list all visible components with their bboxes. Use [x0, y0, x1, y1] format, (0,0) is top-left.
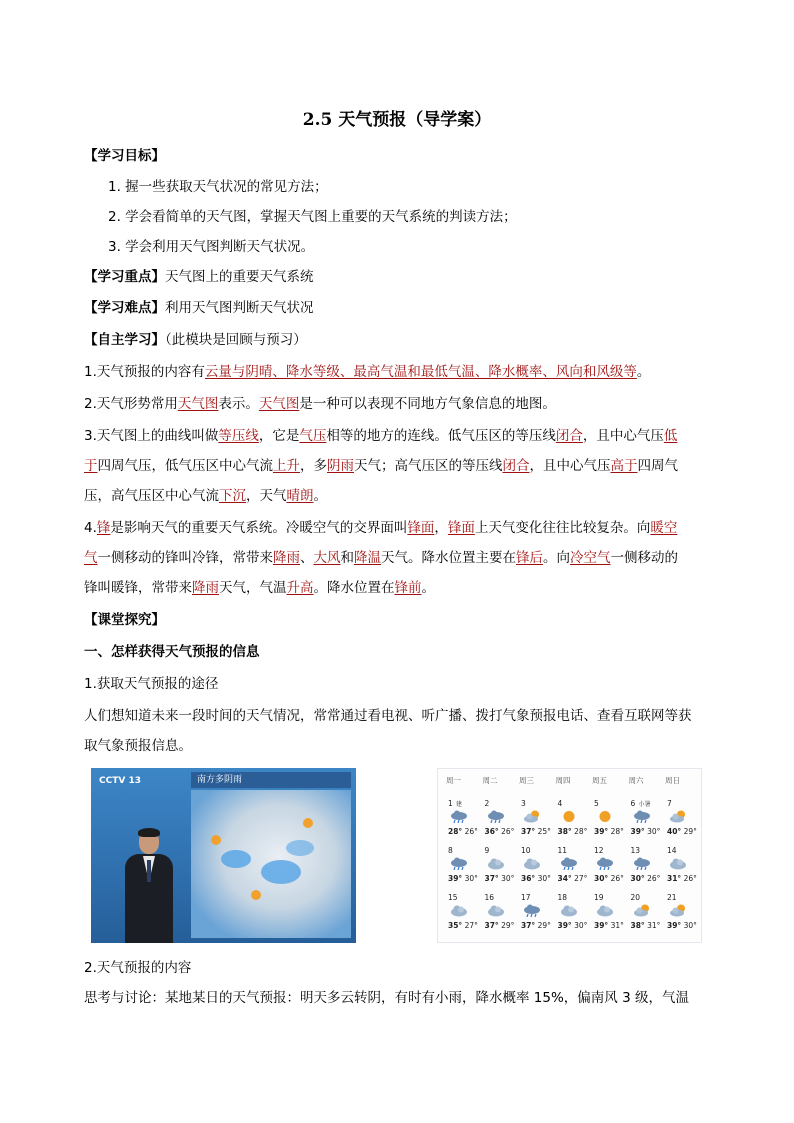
answer: 低: [663, 428, 678, 444]
temp-low: 30°: [644, 827, 661, 836]
calendar-day: [483, 846, 519, 891]
text: 1.天气预报的内容有: [84, 364, 205, 380]
temp-high: 28°: [448, 827, 463, 836]
paragraph-4-line-3: [84, 578, 435, 598]
paragraph-2: [84, 394, 556, 414]
day-number: 20: [630, 893, 641, 902]
difficulty-label: 【学习难点】: [84, 300, 165, 316]
text: 锋叫暖锋，常带来: [84, 580, 192, 596]
text: ，多: [300, 458, 327, 474]
temperature: [631, 874, 661, 883]
temp-high: 39°: [594, 921, 609, 930]
temp-high: 36°: [521, 874, 536, 883]
calendar-day: [592, 846, 628, 891]
calendar-day: [483, 799, 519, 844]
sun-icon: [251, 890, 261, 900]
body-text: 取气象预报信息。: [84, 738, 192, 754]
temperature: [521, 874, 551, 883]
rain-icon: [633, 810, 651, 823]
objective-item: 2. 学会看简单的天气图，掌握天气图上重要的天气系统的判读方法；: [108, 209, 517, 225]
temp-low: 29°: [535, 921, 551, 930]
text: 。: [421, 580, 435, 596]
partly-icon: [523, 810, 541, 823]
temperature: [594, 921, 624, 930]
temp-high: 40°: [667, 827, 682, 836]
temperature: [594, 827, 624, 836]
calendar-day: [592, 799, 628, 844]
text: 4.: [84, 520, 97, 536]
day-number: 14: [667, 846, 677, 855]
day-number: 1: [448, 799, 453, 808]
temp-high: 39°: [667, 921, 682, 930]
text: 。向: [543, 550, 570, 566]
section-1-title: 一、怎样获得天气预报的信息: [84, 644, 260, 660]
weekday-label: 周三: [519, 776, 534, 785]
calendar-day: [592, 893, 628, 938]
day-number: 11: [557, 846, 568, 855]
temp-low: 26°: [681, 874, 697, 883]
temp-low: 26°: [644, 874, 661, 883]
temp-high: 38°: [630, 921, 645, 930]
answer: 冷空气: [570, 550, 611, 566]
answer: 云量与阴晴、降水等级、最高气温和最低气温、降水概率、风向和风级等: [204, 364, 637, 380]
calendar-day: [629, 799, 665, 844]
page-title: 2.5 天气预报（导学案）: [302, 110, 492, 130]
text: 天气。降水位置主要在: [381, 550, 516, 566]
cloud-icon: [450, 904, 468, 917]
presenter-tie: [147, 860, 151, 882]
day-number: 3: [521, 799, 526, 808]
day-number: 18: [557, 893, 568, 902]
sun-icon: [596, 810, 614, 823]
paragraph-4-line-1: [84, 518, 677, 538]
temperature: [485, 874, 515, 883]
temperature: [631, 921, 661, 930]
calendar-day: [483, 893, 519, 938]
answer: 下沉: [219, 488, 246, 504]
calendar-day: [665, 799, 701, 844]
answer: 高于: [610, 458, 638, 474]
difficulty-text: 利用天气图判断天气状况: [165, 300, 314, 316]
weather-calendar: [437, 768, 702, 943]
cloud-icon: [596, 904, 614, 917]
weekday-label: 周日: [665, 776, 680, 785]
temp-low: 27°: [462, 921, 478, 930]
answer: 锋前: [394, 580, 422, 596]
answer: 锋后: [516, 550, 543, 566]
self-study-header: [84, 330, 307, 350]
temperature: [521, 921, 551, 930]
calendar-weekday-row: [438, 769, 701, 791]
day-number: 9: [484, 846, 490, 855]
answer: 天气图: [177, 396, 219, 412]
calendar-day: [665, 846, 701, 891]
rain-icon: [560, 857, 578, 870]
calendar-day: [665, 893, 701, 938]
calendar-day: [556, 799, 592, 844]
day-number: 10: [521, 846, 531, 855]
tv-banner: 南方多阴雨: [191, 772, 351, 788]
temp-low: 25°: [535, 827, 551, 836]
day-number: 19: [594, 893, 604, 902]
answer: 闭合: [502, 458, 530, 474]
answer: 锋: [96, 520, 111, 536]
key-point: [84, 267, 314, 287]
objective-item: 1. 握一些获取天气状况的常见方法；: [108, 179, 328, 195]
day-number: 12: [594, 846, 604, 855]
partly-icon: [669, 904, 687, 917]
weekday-label: 周四: [555, 776, 571, 785]
partly-icon: [633, 904, 651, 917]
answer: 阴雨: [327, 458, 354, 474]
temperature: [594, 874, 624, 883]
discussion-text: 思考与讨论：某地某日的天气预报：明天多云转阴，有时有小雨，降水概率 15%，偏南风 3 级，气温: [84, 990, 689, 1006]
calendar-day: [519, 799, 555, 844]
text: 3.天气图上的曲线叫做: [84, 428, 219, 444]
text: ，且中心气压: [582, 428, 664, 444]
text: 是一种可以表现不同地方气象信息的地图。: [299, 396, 556, 412]
sun-icon: [303, 818, 313, 828]
temp-high: 37°: [521, 921, 536, 930]
temp-high: 30°: [630, 874, 645, 883]
paragraph-3-line-1: [84, 426, 677, 446]
answer: 晴朗: [286, 488, 314, 504]
temperature: [631, 827, 661, 836]
temperature: [558, 874, 588, 883]
temperature: [448, 874, 478, 883]
temperature: [558, 827, 588, 836]
paragraph-3-line-3: [84, 486, 327, 506]
key-point-text: 天气图上的重要天气系统: [165, 269, 314, 285]
answer: 升高: [286, 580, 314, 596]
calendar-day: [519, 893, 555, 938]
text: 表示。: [218, 396, 259, 412]
cloud-icon: [487, 857, 505, 870]
temp-high: 35°: [448, 921, 463, 930]
weekday-label: 周五: [592, 776, 607, 785]
text: 天气；高气压区的等压线: [354, 458, 503, 474]
answer: 降雨: [273, 550, 300, 566]
temperature: [485, 827, 515, 836]
weekday-label: 周二: [482, 776, 498, 785]
cctv-logo: CCTV 13: [99, 776, 141, 786]
calendar-day: [556, 846, 592, 891]
body-text: 人们想知道未来一段时间的天气情况，常常通过看电视、听广播、拨打气象预报电话、查看互联网等获: [84, 708, 692, 724]
rain-icon: [450, 857, 468, 870]
temp-high: 36°: [484, 827, 499, 836]
rain-icon: [487, 810, 505, 823]
temp-high: 31°: [667, 874, 682, 883]
temp-low: 30°: [571, 921, 588, 930]
temp-high: 39°: [448, 874, 463, 883]
weekday-label: 周一: [446, 776, 461, 785]
key-point-label: 【学习重点】: [84, 269, 165, 285]
calendar-day: [556, 893, 592, 938]
day-tag: 小暑: [638, 801, 651, 808]
answer: 锋面: [447, 520, 475, 536]
weather-map: [191, 790, 351, 938]
paragraph-3-line-2: [84, 456, 678, 476]
temp-high: 37°: [484, 874, 499, 883]
temp-low: 26°: [462, 827, 478, 836]
temp-low: 30°: [498, 874, 515, 883]
temperature: [667, 874, 697, 883]
day-number: 6: [630, 799, 636, 808]
text: 四周气压，低气压区中心气流: [97, 458, 273, 474]
text: 相等的地方的连线。低气压区的等压线: [326, 428, 556, 444]
temp-low: 31°: [644, 921, 661, 930]
calendar-day: [446, 893, 482, 938]
text: ，且中心气压: [529, 458, 611, 474]
self-study-label: 【自主学习】: [84, 332, 165, 348]
temp-low: 28°: [571, 827, 588, 836]
text: ，它是: [258, 428, 300, 444]
answer: 气: [84, 550, 98, 566]
temperature: [521, 827, 551, 836]
sun-icon: [211, 835, 221, 845]
temp-high: 37°: [521, 827, 536, 836]
temp-low: 27°: [571, 874, 588, 883]
self-study-note: （此模块是回顾与预习）: [165, 332, 307, 348]
subsection-1-1: 1.获取天气预报的途径: [84, 676, 219, 692]
answer: 降雨: [192, 580, 219, 596]
paragraph-4-line-2: [84, 548, 678, 568]
rain-area: [286, 840, 314, 856]
temperature: [667, 827, 697, 836]
answer: 于: [84, 458, 98, 474]
temp-low: 26°: [498, 827, 515, 836]
weekday-label: 周六: [628, 776, 644, 785]
subsection-1-2: 2.天气预报的内容: [84, 960, 192, 976]
answer: 暖空: [650, 520, 678, 536]
answer: 大风: [313, 550, 341, 566]
explore-header: 【课堂探究】: [84, 612, 165, 628]
calendar-day: [629, 846, 665, 891]
day-tag: 建: [456, 801, 463, 808]
text: 、: [300, 550, 314, 566]
text: ，: [434, 520, 448, 536]
day-number: 7: [667, 799, 672, 808]
day-number: 15: [448, 893, 458, 902]
temp-low: 26°: [608, 874, 624, 883]
calendar-day: [446, 846, 482, 891]
day-number: 4: [557, 799, 563, 808]
temp-high: 39°: [630, 827, 645, 836]
rain-icon: [633, 857, 651, 870]
text: ，天气: [246, 488, 287, 504]
day-number: 5: [594, 799, 599, 808]
text: 四周气: [637, 458, 678, 474]
cloud-icon: [560, 904, 578, 917]
text: 和: [340, 550, 354, 566]
temp-high: 38°: [557, 827, 572, 836]
paragraph-1: [84, 362, 650, 382]
day-number: 8: [448, 846, 453, 855]
temp-low: 30°: [681, 921, 697, 930]
text: 一侧移动的锋叫冷锋，常带来: [97, 550, 273, 566]
text: 。: [636, 364, 651, 380]
temp-high: 39°: [594, 827, 609, 836]
answer: 等压线: [218, 428, 259, 444]
text: 压，高气压区中心气流: [84, 488, 219, 504]
temperature: [448, 921, 478, 930]
tv-weather-photo: [91, 768, 356, 943]
calendar-day: [629, 893, 665, 938]
rain-area: [261, 860, 301, 884]
rain-icon: [523, 904, 541, 917]
presenter-hair: [138, 828, 160, 837]
day-number: 13: [630, 846, 641, 855]
sun-icon: [560, 810, 578, 823]
calendar-day: [519, 846, 555, 891]
cloud-icon: [669, 857, 687, 870]
rain-icon: [596, 857, 614, 870]
temperature: [667, 921, 697, 930]
difficulty: [84, 298, 314, 318]
day-number: 21: [667, 893, 677, 902]
temp-high: 39°: [557, 921, 572, 930]
calendar-day: [446, 799, 482, 844]
text: 是影响天气的重要天气系统。冷暖空气的交界面叫: [110, 520, 408, 536]
temp-low: 29°: [498, 921, 515, 930]
objectives-header: 【学习目标】: [84, 148, 165, 164]
text: 上天气变化往往比较复杂。向: [474, 520, 651, 536]
answer: 闭合: [555, 428, 583, 444]
presenter: [121, 830, 177, 943]
rain-area: [221, 850, 251, 868]
answer: 锋面: [407, 520, 435, 536]
temp-high: 37°: [484, 921, 499, 930]
temperature: [558, 921, 588, 930]
temperature: [485, 921, 515, 930]
answer: 降温: [354, 550, 381, 566]
temp-low: 30°: [462, 874, 478, 883]
text: 。: [313, 488, 327, 504]
text: 2.天气形势常用: [84, 396, 178, 412]
rain-icon: [450, 810, 468, 823]
temp-low: 29°: [681, 827, 697, 836]
temp-low: 30°: [535, 874, 551, 883]
text: 一侧移动的: [610, 550, 678, 566]
temp-low: 31°: [608, 921, 624, 930]
temp-high: 34°: [557, 874, 572, 883]
temp-low: 28°: [608, 827, 624, 836]
text: 。降水位置在: [313, 580, 395, 596]
day-number: 2: [484, 799, 490, 808]
answer: 气压: [299, 428, 327, 444]
temp-high: 30°: [594, 874, 609, 883]
temperature: [448, 827, 478, 836]
answer: 上升: [273, 458, 300, 474]
day-number: 17: [521, 893, 531, 902]
partly-icon: [669, 810, 687, 823]
cloud-icon: [487, 904, 505, 917]
answer: 天气图: [258, 396, 300, 412]
day-number: 16: [484, 893, 495, 902]
cloud-icon: [523, 857, 541, 870]
text: 天气，气温: [219, 580, 287, 596]
objective-item: 3. 学会利用天气图判断天气状况。: [108, 239, 315, 255]
